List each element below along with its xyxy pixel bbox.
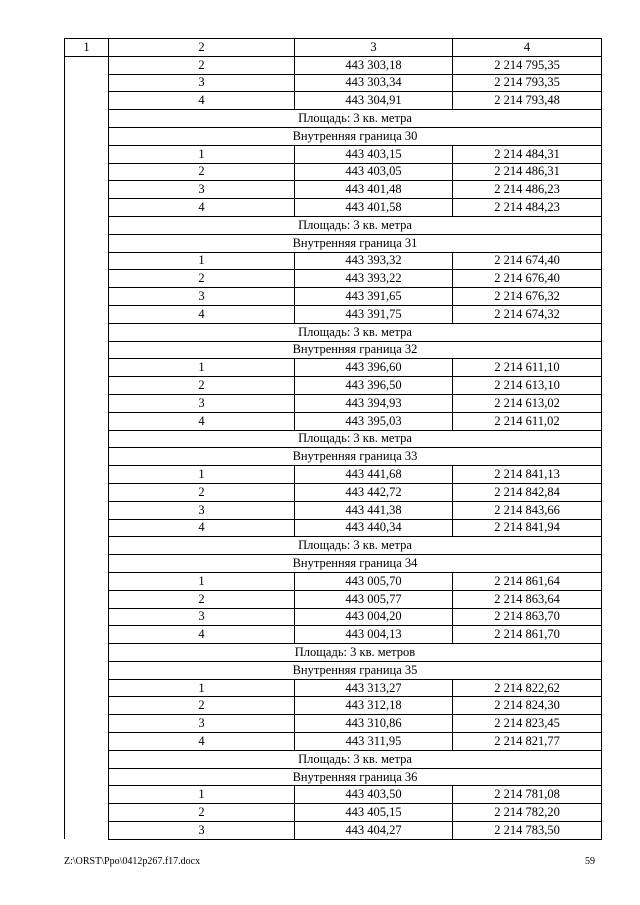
coordinate-row bbox=[65, 394, 602, 412]
coordinate-row bbox=[65, 804, 602, 822]
section-label-row bbox=[65, 341, 602, 359]
y-coordinate-cell: 2 214 484,31 bbox=[453, 145, 602, 163]
y-coordinate-cell: 2 214 863,64 bbox=[453, 590, 602, 608]
point-number-cell: 2 bbox=[109, 163, 295, 181]
section-label: Внутренняя граница 35 bbox=[109, 661, 602, 679]
column-1-empty-cell bbox=[65, 216, 109, 234]
y-coordinate-cell: 2 214 793,48 bbox=[453, 92, 602, 110]
point-number-cell: 2 bbox=[109, 590, 295, 608]
section-label: Площадь: 3 кв. метра bbox=[109, 110, 602, 128]
coordinate-row bbox=[65, 74, 602, 92]
section-label-row bbox=[65, 768, 602, 786]
column-1-empty-cell bbox=[65, 199, 109, 217]
coordinate-row bbox=[65, 145, 602, 163]
column-1-empty-cell bbox=[65, 74, 109, 92]
coordinates-table bbox=[64, 38, 602, 840]
y-coordinate-cell: 2 214 863,70 bbox=[453, 608, 602, 626]
column-1-empty-cell bbox=[65, 483, 109, 501]
x-coordinate-cell: 443 304,91 bbox=[295, 92, 453, 110]
y-coordinate-cell: 2 214 484,23 bbox=[453, 199, 602, 217]
coordinate-row bbox=[65, 715, 602, 733]
point-number-cell: 2 bbox=[109, 697, 295, 715]
y-coordinate-cell: 2 214 676,32 bbox=[453, 288, 602, 306]
footer-file-path: Z:\ORST\Ppo\0412p267.f17.docx bbox=[64, 856, 201, 867]
y-coordinate-cell: 2 214 613,10 bbox=[453, 377, 602, 395]
section-label-row bbox=[65, 127, 602, 145]
x-coordinate-cell: 443 403,05 bbox=[295, 163, 453, 181]
column-1-empty-cell bbox=[65, 252, 109, 270]
coordinate-row bbox=[65, 56, 602, 74]
section-label: Площадь: 3 кв. метра bbox=[109, 430, 602, 448]
section-label-row bbox=[65, 110, 602, 128]
column-1-empty-cell bbox=[65, 715, 109, 733]
point-number-cell: 1 bbox=[109, 145, 295, 163]
column-1-empty-cell bbox=[65, 750, 109, 768]
y-coordinate-cell: 2 214 486,23 bbox=[453, 181, 602, 199]
column-1-empty-cell bbox=[65, 572, 109, 590]
x-coordinate-cell: 443 310,86 bbox=[295, 715, 453, 733]
point-number-cell: 1 bbox=[109, 679, 295, 697]
column-1-empty-cell bbox=[65, 181, 109, 199]
footer-page-number: 59 bbox=[585, 856, 595, 867]
x-coordinate-cell: 443 396,50 bbox=[295, 377, 453, 395]
point-number-cell: 2 bbox=[109, 56, 295, 74]
coordinate-row bbox=[65, 466, 602, 484]
section-label-row bbox=[65, 644, 602, 662]
table-body bbox=[65, 39, 602, 840]
column-1-empty-cell bbox=[65, 733, 109, 751]
y-coordinate-cell: 2 214 674,40 bbox=[453, 252, 602, 270]
coordinate-row bbox=[65, 786, 602, 804]
column-1-empty-cell bbox=[65, 661, 109, 679]
y-coordinate-cell: 2 214 821,77 bbox=[453, 733, 602, 751]
y-coordinate-cell: 2 214 824,30 bbox=[453, 697, 602, 715]
point-number-cell: 1 bbox=[109, 466, 295, 484]
x-coordinate-cell: 443 441,38 bbox=[295, 501, 453, 519]
x-coordinate-cell: 443 312,18 bbox=[295, 697, 453, 715]
coordinate-row bbox=[65, 572, 602, 590]
y-coordinate-cell: 2 214 613,02 bbox=[453, 394, 602, 412]
x-coordinate-cell: 443 313,27 bbox=[295, 679, 453, 697]
coordinate-row bbox=[65, 733, 602, 751]
point-number-cell: 2 bbox=[109, 377, 295, 395]
column-1-empty-cell bbox=[65, 466, 109, 484]
header-cell-col1: 1 bbox=[65, 39, 109, 57]
x-coordinate-cell: 443 303,34 bbox=[295, 74, 453, 92]
point-number-cell: 3 bbox=[109, 288, 295, 306]
coordinate-row bbox=[65, 697, 602, 715]
section-label: Площадь: 3 кв. метра bbox=[109, 750, 602, 768]
x-coordinate-cell: 443 005,77 bbox=[295, 590, 453, 608]
coordinate-row bbox=[65, 501, 602, 519]
y-coordinate-cell: 2 214 674,32 bbox=[453, 305, 602, 323]
column-1-empty-cell bbox=[65, 305, 109, 323]
x-coordinate-cell: 443 396,60 bbox=[295, 359, 453, 377]
column-1-empty-cell bbox=[65, 626, 109, 644]
coordinate-row bbox=[65, 412, 602, 430]
x-coordinate-cell: 443 391,75 bbox=[295, 305, 453, 323]
y-coordinate-cell: 2 214 486,31 bbox=[453, 163, 602, 181]
coordinate-row bbox=[65, 626, 602, 644]
point-number-cell: 1 bbox=[109, 252, 295, 270]
coordinate-row bbox=[65, 590, 602, 608]
section-label: Площадь: 3 кв. метров bbox=[109, 644, 602, 662]
x-coordinate-cell: 443 403,15 bbox=[295, 145, 453, 163]
x-coordinate-cell: 443 405,15 bbox=[295, 804, 453, 822]
table-header-row bbox=[65, 39, 602, 57]
section-label: Площадь: 3 кв. метра bbox=[109, 537, 602, 555]
y-coordinate-cell: 2 214 611,02 bbox=[453, 412, 602, 430]
y-coordinate-cell: 2 214 843,66 bbox=[453, 501, 602, 519]
column-1-empty-cell bbox=[65, 448, 109, 466]
column-1-empty-cell bbox=[65, 430, 109, 448]
column-1-empty-cell bbox=[65, 110, 109, 128]
y-coordinate-cell: 2 214 795,35 bbox=[453, 56, 602, 74]
coordinate-row bbox=[65, 199, 602, 217]
column-1-empty-cell bbox=[65, 377, 109, 395]
column-1-empty-cell bbox=[65, 234, 109, 252]
column-1-empty-cell bbox=[65, 56, 109, 74]
section-label: Внутренняя граница 32 bbox=[109, 341, 602, 359]
coordinate-row bbox=[65, 305, 602, 323]
x-coordinate-cell: 443 311,95 bbox=[295, 733, 453, 751]
coordinate-row bbox=[65, 377, 602, 395]
column-1-empty-cell bbox=[65, 644, 109, 662]
point-number-cell: 3 bbox=[109, 501, 295, 519]
coordinate-row bbox=[65, 822, 602, 840]
column-1-empty-cell bbox=[65, 288, 109, 306]
section-label-row bbox=[65, 750, 602, 768]
y-coordinate-cell: 2 214 841,94 bbox=[453, 519, 602, 537]
point-number-cell: 2 bbox=[109, 804, 295, 822]
section-label-row bbox=[65, 537, 602, 555]
section-label-row bbox=[65, 216, 602, 234]
x-coordinate-cell: 443 404,27 bbox=[295, 822, 453, 840]
point-number-cell: 4 bbox=[109, 733, 295, 751]
coordinate-row bbox=[65, 181, 602, 199]
column-1-empty-cell bbox=[65, 786, 109, 804]
point-number-cell: 3 bbox=[109, 394, 295, 412]
y-coordinate-cell: 2 214 611,10 bbox=[453, 359, 602, 377]
point-number-cell: 3 bbox=[109, 608, 295, 626]
point-number-cell: 2 bbox=[109, 270, 295, 288]
section-label-row bbox=[65, 430, 602, 448]
point-number-cell: 1 bbox=[109, 572, 295, 590]
y-coordinate-cell: 2 214 861,64 bbox=[453, 572, 602, 590]
header-cell-col4: 4 bbox=[453, 39, 602, 57]
point-number-cell: 3 bbox=[109, 822, 295, 840]
y-coordinate-cell: 2 214 861,70 bbox=[453, 626, 602, 644]
column-1-empty-cell bbox=[65, 608, 109, 626]
column-1-empty-cell bbox=[65, 163, 109, 181]
section-label-row bbox=[65, 323, 602, 341]
x-coordinate-cell: 443 441,68 bbox=[295, 466, 453, 484]
section-label-row bbox=[65, 555, 602, 573]
section-label: Внутренняя граница 31 bbox=[109, 234, 602, 252]
column-1-empty-cell bbox=[65, 804, 109, 822]
column-1-empty-cell bbox=[65, 92, 109, 110]
y-coordinate-cell: 2 214 823,45 bbox=[453, 715, 602, 733]
section-label: Внутренняя граница 30 bbox=[109, 127, 602, 145]
y-coordinate-cell: 2 214 841,13 bbox=[453, 466, 602, 484]
column-1-empty-cell bbox=[65, 359, 109, 377]
x-coordinate-cell: 443 401,48 bbox=[295, 181, 453, 199]
column-1-empty-cell bbox=[65, 412, 109, 430]
point-number-cell: 3 bbox=[109, 715, 295, 733]
point-number-cell: 3 bbox=[109, 181, 295, 199]
column-1-empty-cell bbox=[65, 679, 109, 697]
x-coordinate-cell: 443 005,70 bbox=[295, 572, 453, 590]
column-1-empty-cell bbox=[65, 697, 109, 715]
column-1-empty-cell bbox=[65, 537, 109, 555]
coordinate-row bbox=[65, 359, 602, 377]
column-1-empty-cell bbox=[65, 394, 109, 412]
point-number-cell: 4 bbox=[109, 626, 295, 644]
section-label-row bbox=[65, 661, 602, 679]
coordinate-row bbox=[65, 252, 602, 270]
point-number-cell: 1 bbox=[109, 359, 295, 377]
x-coordinate-cell: 443 403,50 bbox=[295, 786, 453, 804]
x-coordinate-cell: 443 393,22 bbox=[295, 270, 453, 288]
point-number-cell: 3 bbox=[109, 74, 295, 92]
column-1-empty-cell bbox=[65, 127, 109, 145]
x-coordinate-cell: 443 401,58 bbox=[295, 199, 453, 217]
section-label: Внутренняя граница 36 bbox=[109, 768, 602, 786]
column-1-empty-cell bbox=[65, 519, 109, 537]
y-coordinate-cell: 2 214 782,20 bbox=[453, 804, 602, 822]
x-coordinate-cell: 443 391,65 bbox=[295, 288, 453, 306]
column-1-empty-cell bbox=[65, 270, 109, 288]
point-number-cell: 4 bbox=[109, 199, 295, 217]
coordinate-row bbox=[65, 288, 602, 306]
coordinate-row bbox=[65, 163, 602, 181]
point-number-cell: 4 bbox=[109, 412, 295, 430]
coordinate-row bbox=[65, 270, 602, 288]
y-coordinate-cell: 2 214 676,40 bbox=[453, 270, 602, 288]
section-label: Внутренняя граница 33 bbox=[109, 448, 602, 466]
column-1-empty-cell bbox=[65, 501, 109, 519]
coordinate-row bbox=[65, 519, 602, 537]
section-label: Внутренняя граница 34 bbox=[109, 555, 602, 573]
coordinate-row bbox=[65, 608, 602, 626]
x-coordinate-cell: 443 393,32 bbox=[295, 252, 453, 270]
x-coordinate-cell: 443 394,93 bbox=[295, 394, 453, 412]
point-number-cell: 4 bbox=[109, 92, 295, 110]
coordinate-row bbox=[65, 679, 602, 697]
point-number-cell: 4 bbox=[109, 305, 295, 323]
point-number-cell: 1 bbox=[109, 786, 295, 804]
section-label: Площадь: 3 кв. метра bbox=[109, 216, 602, 234]
header-cell-col2: 2 bbox=[109, 39, 295, 57]
column-1-empty-cell bbox=[65, 323, 109, 341]
column-1-empty-cell bbox=[65, 555, 109, 573]
y-coordinate-cell: 2 214 822,62 bbox=[453, 679, 602, 697]
x-coordinate-cell: 443 440,34 bbox=[295, 519, 453, 537]
column-1-empty-cell bbox=[65, 145, 109, 163]
column-1-empty-cell bbox=[65, 341, 109, 359]
y-coordinate-cell: 2 214 842,84 bbox=[453, 483, 602, 501]
section-label-row bbox=[65, 448, 602, 466]
y-coordinate-cell: 2 214 783,50 bbox=[453, 822, 602, 840]
column-1-empty-cell bbox=[65, 768, 109, 786]
point-number-cell: 2 bbox=[109, 483, 295, 501]
y-coordinate-cell: 2 214 793,35 bbox=[453, 74, 602, 92]
section-label-row bbox=[65, 234, 602, 252]
section-label: Площадь: 3 кв. метра bbox=[109, 323, 602, 341]
x-coordinate-cell: 443 442,72 bbox=[295, 483, 453, 501]
x-coordinate-cell: 443 004,13 bbox=[295, 626, 453, 644]
point-number-cell: 4 bbox=[109, 519, 295, 537]
column-1-empty-cell bbox=[65, 822, 109, 840]
header-cell-col3: 3 bbox=[295, 39, 453, 57]
column-1-empty-cell bbox=[65, 590, 109, 608]
coordinate-row bbox=[65, 483, 602, 501]
y-coordinate-cell: 2 214 781,08 bbox=[453, 786, 602, 804]
x-coordinate-cell: 443 395,03 bbox=[295, 412, 453, 430]
x-coordinate-cell: 443 303,18 bbox=[295, 56, 453, 74]
coordinate-row bbox=[65, 92, 602, 110]
x-coordinate-cell: 443 004,20 bbox=[295, 608, 453, 626]
